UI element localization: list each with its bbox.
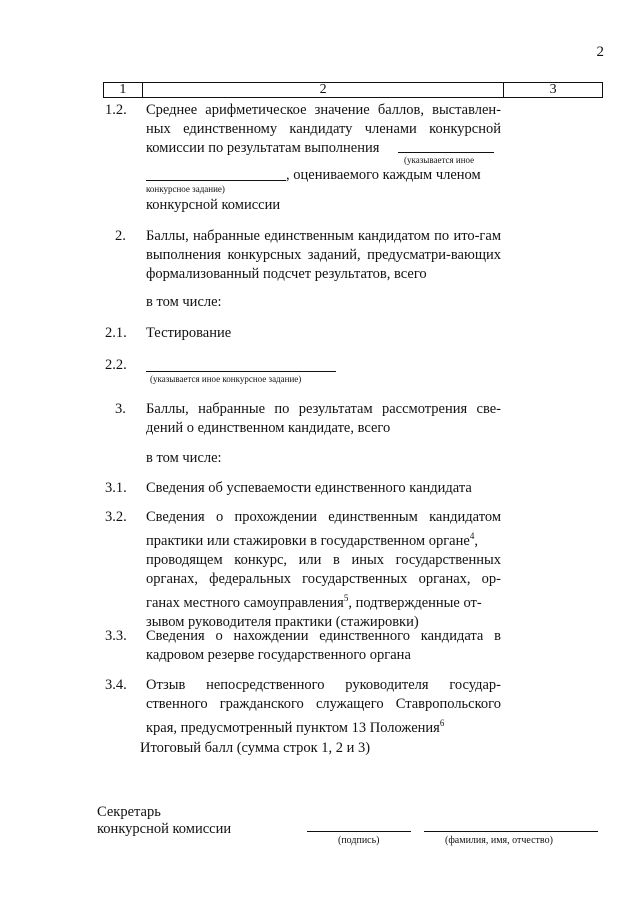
signature-role-line-2: конкурсной комиссии xyxy=(97,821,232,837)
table-header xyxy=(103,82,603,98)
row-1-2-line-1: Среднее арифметическое значение баллов, выставлен- xyxy=(146,102,501,118)
signature-role-line-1: Секретарь xyxy=(97,804,161,820)
full-name-caption: (фамилия, имя, отчество) xyxy=(445,835,553,846)
row-3-number: 3. xyxy=(115,401,126,417)
row-3-3-number: 3.3. xyxy=(105,628,127,644)
row-1-2-last-line: конкурсной комиссии xyxy=(146,197,281,213)
signature-role xyxy=(97,804,231,838)
row-3-2-line-3: проводящем конкурс, или в иных государственных xyxy=(146,551,501,568)
row-1-2-text xyxy=(146,101,501,158)
row-2-including: в том числе: xyxy=(146,294,222,310)
column-header-1: 1 xyxy=(104,83,143,98)
column-header-2: 2 xyxy=(142,83,504,98)
row-3-2-line-5 xyxy=(146,589,501,613)
signature-caption: (подпись) xyxy=(338,835,380,846)
signature-line[interactable] xyxy=(307,831,411,832)
full-name-line[interactable] xyxy=(424,831,598,832)
row-1-2-note-1: (указывается иное xyxy=(404,155,475,165)
row-2-number: 2. xyxy=(115,228,126,244)
row-1-2-continuation: , оцениваемого каждым членом xyxy=(286,167,481,183)
row-3-4-number: 3.4. xyxy=(105,677,127,693)
row-3-1-number: 3.1. xyxy=(105,480,127,496)
row-3-3-text: Сведения о нахождении единственного кандидата в кадровом резерве государственного органа xyxy=(146,628,501,663)
row-2-2-note: (указывается иное конкурсное задание) xyxy=(150,374,302,384)
row-2-text: Баллы, набранные единственным кандидатом по ито-гам выполнения конкурсных заданий, предусматри-вающих формализованный подсчет результатов, всего xyxy=(146,228,501,282)
row-3-2-number: 3.2. xyxy=(105,509,127,525)
page-number: 2 xyxy=(596,44,604,60)
row-3-2-text xyxy=(146,508,501,632)
row-3-2-line-1: Сведения о прохождении единственным кандидатом xyxy=(146,509,501,525)
row-2-2-blank-line[interactable] xyxy=(146,371,336,372)
row-1-2-number: 1.2. xyxy=(105,102,127,118)
row-3-2-line-2: практики или стажировки в государственном органе$^4$, xyxy=(146,531,478,549)
row-1-2-blank-line-1[interactable] xyxy=(398,152,494,153)
column-header-3: 3 xyxy=(504,83,603,98)
row-3-4-text-body: Отзыв непосредственного руководителя государ-ственного гражданского служащего Ставропольского края, предусмотренный пунктом 13 Положения xyxy=(146,677,501,736)
row-1-2-blank-line-2[interactable] xyxy=(146,180,286,181)
row-3-including: в том числе: xyxy=(146,450,222,466)
row-3-2-line-4: органах, федеральных государственных органах, ор- xyxy=(146,570,501,587)
row-3-2-line-6: зывом руководителя практики (стажировки) xyxy=(146,613,419,630)
row-1-2-line-3: комиссии по результатам выполнения xyxy=(146,140,380,156)
row-2-1-number: 2.1. xyxy=(105,325,127,341)
row-3-text: Баллы, набранные по результатам рассмотрения све-дений о единственном кандидате, всего xyxy=(146,401,501,436)
row-3-4-text xyxy=(146,676,501,738)
row-3-2-line-2-text: практики или стажировки в государственном органе xyxy=(146,532,470,549)
footnote-4-marker: 4 xyxy=(469,531,475,541)
footnote-6-marker: 6 xyxy=(439,718,445,728)
row-1-2-line-2: ных единственному кандидату членами конкурсной xyxy=(146,121,501,137)
total-score-label: Итоговый балл (сумма строк 1, 2 и 3) xyxy=(140,740,371,756)
row-2-1-text: Тестирование xyxy=(146,325,232,341)
footnote-5-marker: 5 xyxy=(343,592,349,603)
row-3-2-line-5-text: ганах местного самоуправления xyxy=(146,594,344,611)
row-3-1-text: Сведения об успеваемости единственного кандидата xyxy=(146,480,472,496)
row-2-2-number: 2.2. xyxy=(105,357,127,373)
row-1-2-note-2: конкурсное задание) xyxy=(146,184,225,194)
row-3-2-line-5-tail: , подтвержденные от- xyxy=(348,594,482,611)
